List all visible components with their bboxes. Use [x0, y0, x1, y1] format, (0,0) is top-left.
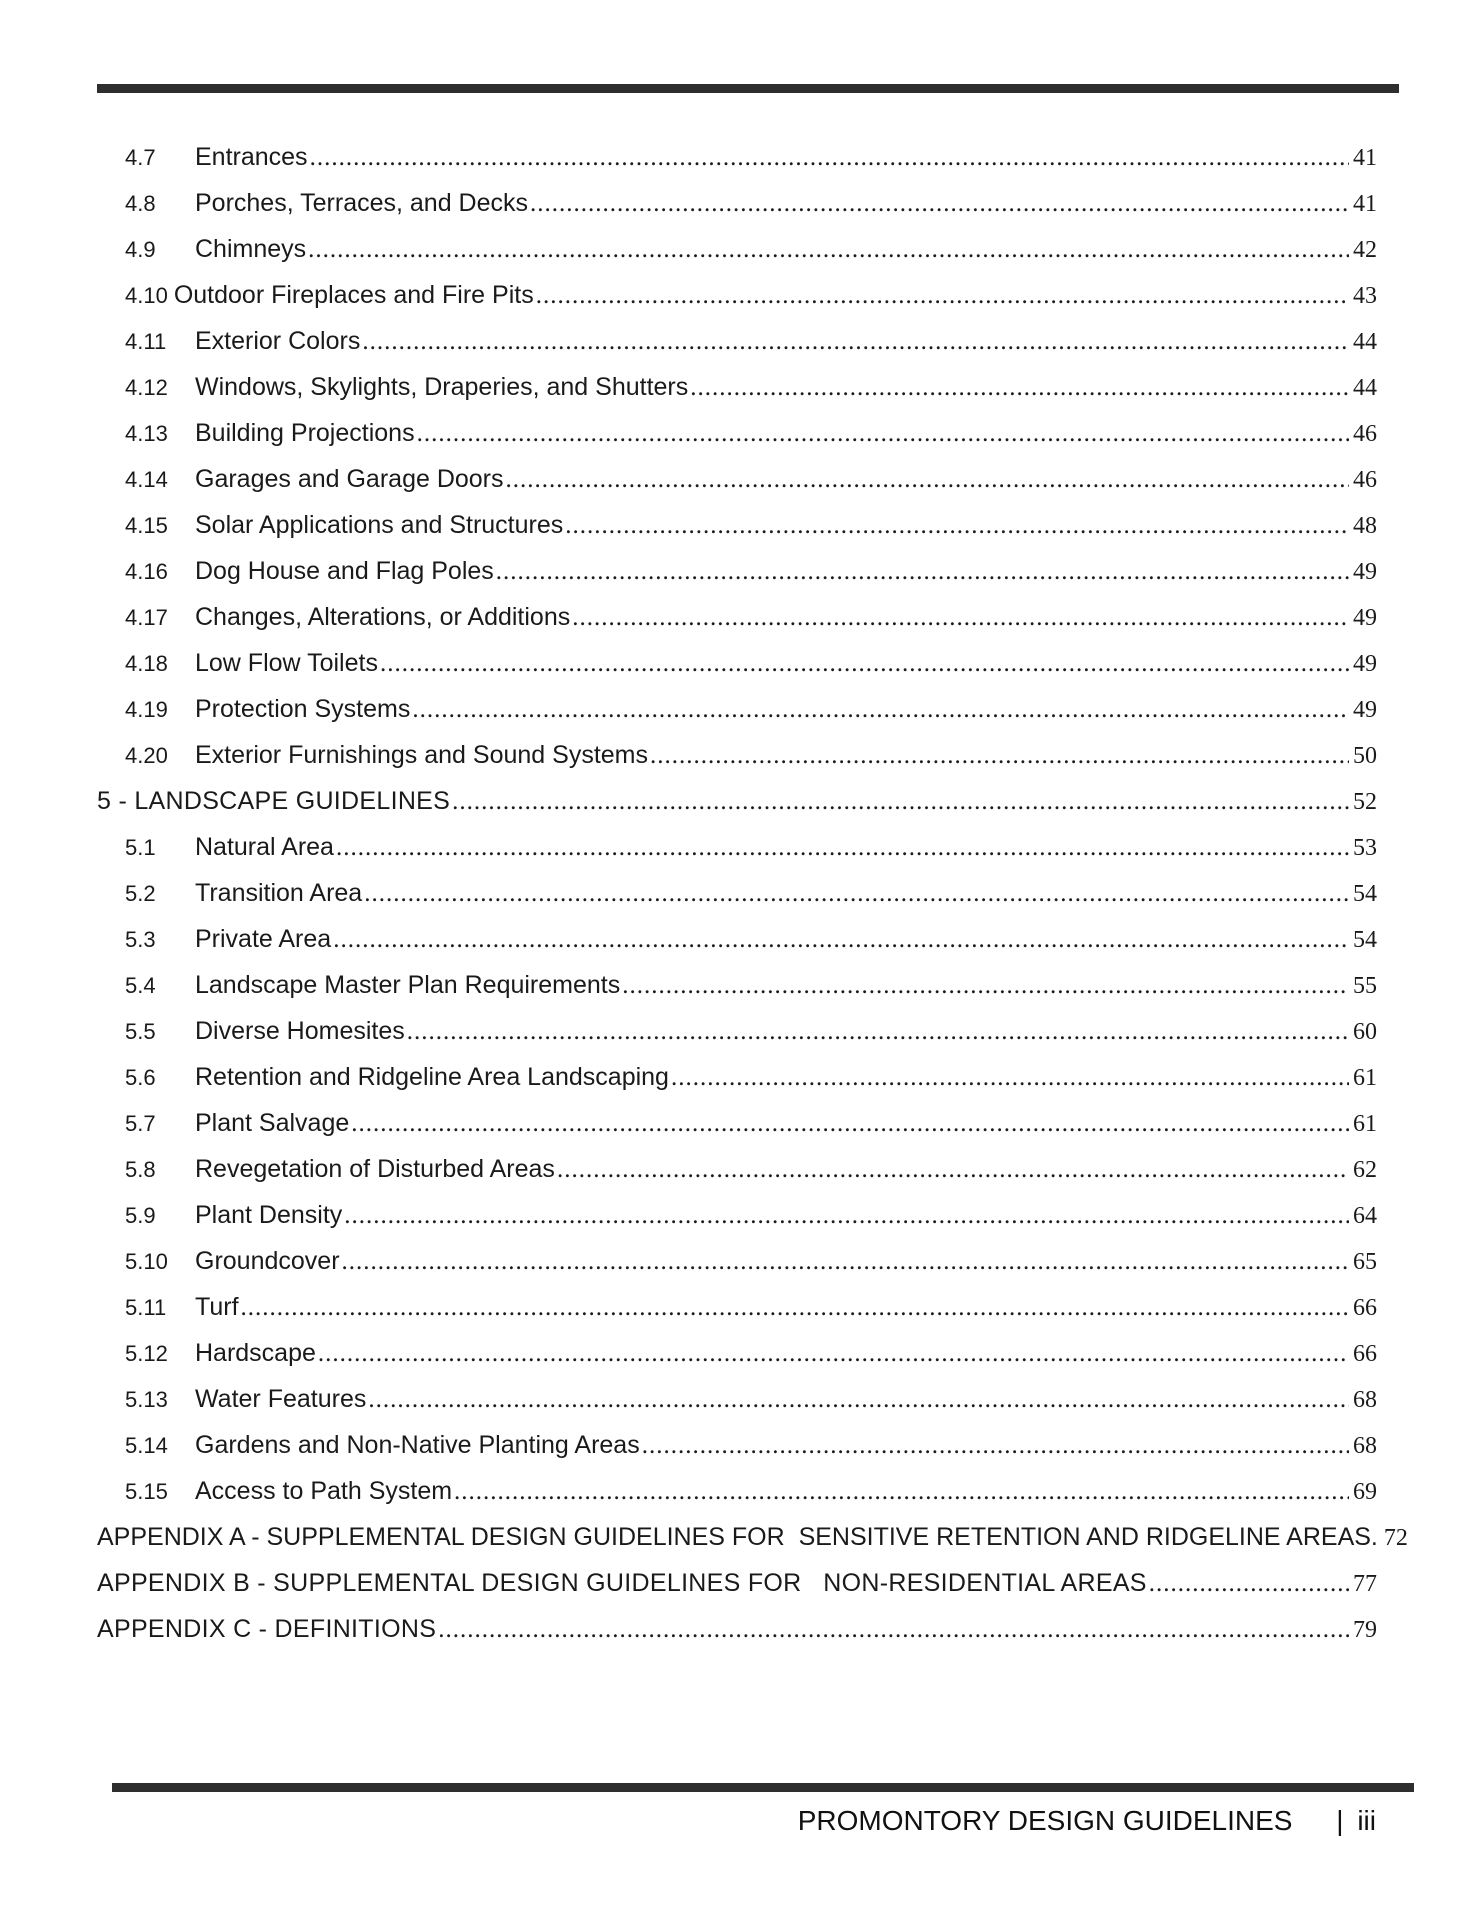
toc-entry-title: Hardscape	[195, 1339, 316, 1367]
toc-entry[interactable]	[97, 1468, 1377, 1514]
toc-entry-page: 43	[1353, 283, 1377, 309]
dot-leader	[333, 917, 1349, 963]
toc-entry-title: Access to Path System	[195, 1477, 453, 1505]
toc-entry[interactable]	[97, 318, 1377, 364]
toc-entry-page: 54	[1353, 927, 1377, 953]
toc-entry-number: 5.3	[125, 927, 156, 952]
dot-leader	[454, 1469, 1349, 1515]
toc-entry-number: 5.4	[125, 973, 156, 998]
table-of-contents	[97, 134, 1408, 1652]
toc-entry-number: 4.10	[125, 283, 168, 308]
toc-entry[interactable]	[97, 870, 1377, 916]
toc-entry-title: Building Projections	[195, 419, 415, 447]
toc-entry-page: 48	[1353, 513, 1377, 539]
toc-entry-page: 60	[1353, 1019, 1377, 1045]
toc-entry-title: Outdoor Fireplaces and Fire Pits	[173, 281, 534, 309]
toc-entry-title: Dog House and Flag Poles	[195, 557, 494, 585]
toc-entry[interactable]	[97, 1146, 1377, 1192]
toc-entry-title: Revegetation of Disturbed Areas	[195, 1155, 555, 1183]
toc-entry[interactable]	[97, 272, 1377, 318]
toc-entry-title: Transition Area	[195, 879, 363, 907]
toc-entry-number: 5.14	[125, 1433, 168, 1458]
dot-leader	[572, 595, 1349, 641]
toc-entry-page: 41	[1353, 191, 1377, 217]
toc-entry-number: 4.15	[125, 513, 168, 538]
toc-entry-title: APPENDIX B - SUPPLEMENTAL DESIGN GUIDELINES FOR NON-RESIDENTIAL AREAS	[97, 1569, 1147, 1597]
dot-leader	[650, 733, 1349, 779]
toc-entry-number: 4.13	[125, 421, 168, 446]
dot-leader	[241, 1285, 1349, 1331]
dot-leader	[557, 1147, 1349, 1193]
toc-entry[interactable]	[97, 1422, 1377, 1468]
toc-entry[interactable]	[97, 594, 1377, 640]
dot-leader	[642, 1423, 1349, 1469]
toc-entry-page: 54	[1353, 881, 1377, 907]
toc-entry-page: 41	[1353, 145, 1377, 171]
toc-entry-title: Natural Area	[195, 833, 334, 861]
toc-entry-number: 5.6	[125, 1065, 156, 1090]
toc-entry-number: 4.17	[125, 605, 168, 630]
toc-entry-number: 4.19	[125, 697, 168, 722]
toc-entry-title: Gardens and Non-Native Planting Areas	[195, 1431, 640, 1459]
toc-entry-number: 5.1	[125, 835, 156, 860]
toc-entry-title: Windows, Skylights, Draperies, and Shutters	[195, 373, 689, 401]
dot-leader	[310, 135, 1349, 181]
toc-entry[interactable]	[97, 686, 1377, 732]
dot-leader	[351, 1101, 1349, 1147]
toc-entry[interactable]	[97, 1100, 1377, 1146]
dot-leader	[690, 365, 1349, 411]
toc-entry-title: Private Area	[195, 925, 332, 953]
document-title: PROMONTORY DESIGN GUIDELINES	[797, 1805, 1293, 1836]
toc-entry[interactable]	[97, 824, 1377, 870]
dot-leader	[342, 1239, 1349, 1285]
toc-entry-number: 5.11	[125, 1295, 167, 1320]
toc-section-heading[interactable]	[97, 778, 1377, 824]
toc-entry[interactable]	[97, 962, 1377, 1008]
toc-entry-page: 77	[1353, 1571, 1377, 1597]
dot-leader	[318, 1331, 1349, 1377]
toc-entry-title: Solar Applications and Structures	[195, 511, 564, 539]
toc-entry[interactable]	[97, 410, 1377, 456]
toc-entry-page: 62	[1353, 1157, 1377, 1183]
toc-entry-title: Exterior Colors	[195, 327, 361, 355]
toc-entry-page: 44	[1353, 329, 1377, 355]
toc-entry[interactable]	[97, 1238, 1377, 1284]
toc-entry-title: Changes, Alterations, or Additions	[195, 603, 571, 631]
toc-entry-page: 55	[1353, 973, 1377, 999]
toc-appendix-b[interactable]	[97, 1560, 1377, 1606]
toc-entry-page: 68	[1353, 1387, 1377, 1413]
dot-leader	[368, 1377, 1349, 1423]
dot-leader	[530, 181, 1349, 227]
toc-entry[interactable]	[97, 1376, 1377, 1422]
dot-leader	[506, 457, 1349, 503]
toc-entry-page: 61	[1353, 1065, 1377, 1091]
dot-leader	[412, 687, 1349, 733]
toc-entry-title: Water Features	[195, 1385, 367, 1413]
toc-entry-number: 4.12	[125, 375, 168, 400]
page-number: iii	[1357, 1805, 1376, 1836]
toc-entry[interactable]	[97, 1284, 1377, 1330]
footer-rule	[112, 1783, 1414, 1792]
toc-entry-number: 4.16	[125, 559, 168, 584]
header-rule	[97, 84, 1399, 93]
toc-entry[interactable]	[97, 364, 1377, 410]
dot-leader	[1149, 1561, 1349, 1607]
toc-entry-title: 5 - LANDSCAPE GUIDELINES	[97, 787, 451, 815]
toc-entry-title: Chimneys	[195, 235, 307, 263]
toc-entry-number: 5.7	[125, 1111, 156, 1136]
toc-entry-number: 4.14	[125, 467, 168, 492]
toc-entry[interactable]	[97, 226, 1377, 272]
dot-leader	[362, 319, 1349, 365]
toc-entry-title: APPENDIX C - DEFINITIONS	[97, 1615, 437, 1643]
toc-entry-page: 66	[1353, 1341, 1377, 1367]
toc-entry-number: 4.11	[125, 329, 167, 354]
toc-entry-title: Retention and Ridgeline Area Landscaping	[195, 1063, 669, 1091]
toc-entry-title: Plant Density	[195, 1201, 343, 1229]
toc-entry-number: 4.18	[125, 651, 168, 676]
toc-entry-page: 49	[1353, 697, 1377, 723]
dot-leader	[496, 549, 1349, 595]
toc-entry-page: 61	[1353, 1111, 1377, 1137]
toc-entry[interactable]	[97, 180, 1377, 226]
toc-entry-page: 44	[1353, 375, 1377, 401]
toc-entry-page: 49	[1353, 559, 1377, 585]
toc-entry[interactable]	[97, 548, 1377, 594]
toc-entry-number: 4.9	[125, 237, 156, 262]
toc-entry-title: Plant Salvage	[195, 1109, 350, 1137]
toc-entry-title: Entrances	[195, 143, 308, 171]
dot-leader	[308, 227, 1349, 273]
toc-entry-number: 4.7	[125, 145, 156, 170]
toc-entry-number: 5.8	[125, 1157, 156, 1182]
toc-entry-title: Protection Systems	[195, 695, 411, 723]
toc-entry[interactable]	[97, 502, 1377, 548]
toc-entry-page: 72	[1383, 1525, 1408, 1551]
toc-entry-number: 5.12	[125, 1341, 168, 1366]
toc-entry-page: 65	[1353, 1249, 1377, 1275]
toc-entry-number: 5.5	[125, 1019, 156, 1044]
footer-separator: |	[1336, 1805, 1344, 1836]
toc-entry-title: Groundcover	[195, 1247, 340, 1275]
toc-appendix-a[interactable]	[97, 1514, 1408, 1560]
toc-entry-title: Exterior Furnishings and Sound Systems	[195, 741, 648, 769]
toc-entry-title: Low Flow Toilets	[195, 649, 378, 677]
toc-entry-number: 4.8	[125, 191, 156, 216]
toc-entry[interactable]	[97, 456, 1377, 502]
toc-entry-page: 53	[1353, 835, 1377, 861]
dot-leader	[417, 411, 1349, 457]
toc-entry-number: 5.15	[125, 1479, 168, 1504]
toc-entry[interactable]	[97, 1330, 1377, 1376]
toc-entry-page: 79	[1353, 1617, 1377, 1643]
toc-entry-title: Garages and Garage Doors	[195, 465, 504, 493]
toc-entry-number: 5.9	[125, 1203, 156, 1228]
toc-entry[interactable]	[97, 1054, 1377, 1100]
toc-entry-number: 5.2	[125, 881, 156, 906]
dot-leader	[671, 1055, 1349, 1101]
toc-entry-page: 49	[1353, 651, 1377, 677]
page-footer	[798, 1805, 1376, 1837]
toc-appendix-c[interactable]	[97, 1606, 1377, 1652]
dot-leader	[407, 1009, 1349, 1055]
toc-entry[interactable]	[97, 732, 1377, 778]
toc-entry-page: 49	[1353, 605, 1377, 631]
toc-entry-title: Landscape Master Plan Requirements	[195, 971, 621, 999]
dot-leader	[344, 1193, 1349, 1239]
dot-leader	[565, 503, 1349, 549]
toc-entry-page: 50	[1353, 743, 1377, 769]
toc-entry-title: Turf	[195, 1293, 239, 1321]
toc-entry[interactable]	[97, 134, 1377, 180]
dot-leader	[380, 641, 1349, 687]
toc-entry-page: 66	[1353, 1295, 1377, 1321]
toc-entry[interactable]	[97, 1008, 1377, 1054]
toc-entry-page: 42	[1353, 237, 1377, 263]
toc-entry-page: 52	[1353, 789, 1377, 815]
toc-entry-number: 5.13	[125, 1387, 168, 1412]
toc-entry-page: 46	[1353, 467, 1377, 493]
toc-entry-page: 64	[1353, 1203, 1377, 1229]
toc-entry-number: 4.20	[125, 743, 168, 768]
toc-entry-page: 46	[1353, 421, 1377, 447]
toc-entry-page: 69	[1353, 1479, 1377, 1505]
toc-entry-title: APPENDIX A - SUPPLEMENTAL DESIGN GUIDELINES FOR SENSITIVE RETENTION AND RIDGELINE AREAS.	[97, 1523, 1378, 1551]
toc-entry-page: 68	[1353, 1433, 1377, 1459]
dot-leader	[364, 871, 1349, 917]
dot-leader	[452, 779, 1349, 825]
toc-entry-title: Diverse Homesites	[195, 1017, 405, 1045]
toc-entry-number: 5.10	[125, 1249, 168, 1274]
toc-entry-title: Porches, Terraces, and Decks	[195, 189, 529, 217]
dot-leader	[336, 825, 1349, 871]
dot-leader	[536, 273, 1349, 319]
toc-entry[interactable]	[97, 1192, 1377, 1238]
toc-entry[interactable]	[97, 640, 1377, 686]
dot-leader	[438, 1607, 1349, 1653]
toc-entry[interactable]	[97, 916, 1377, 962]
dot-leader	[622, 963, 1349, 1009]
